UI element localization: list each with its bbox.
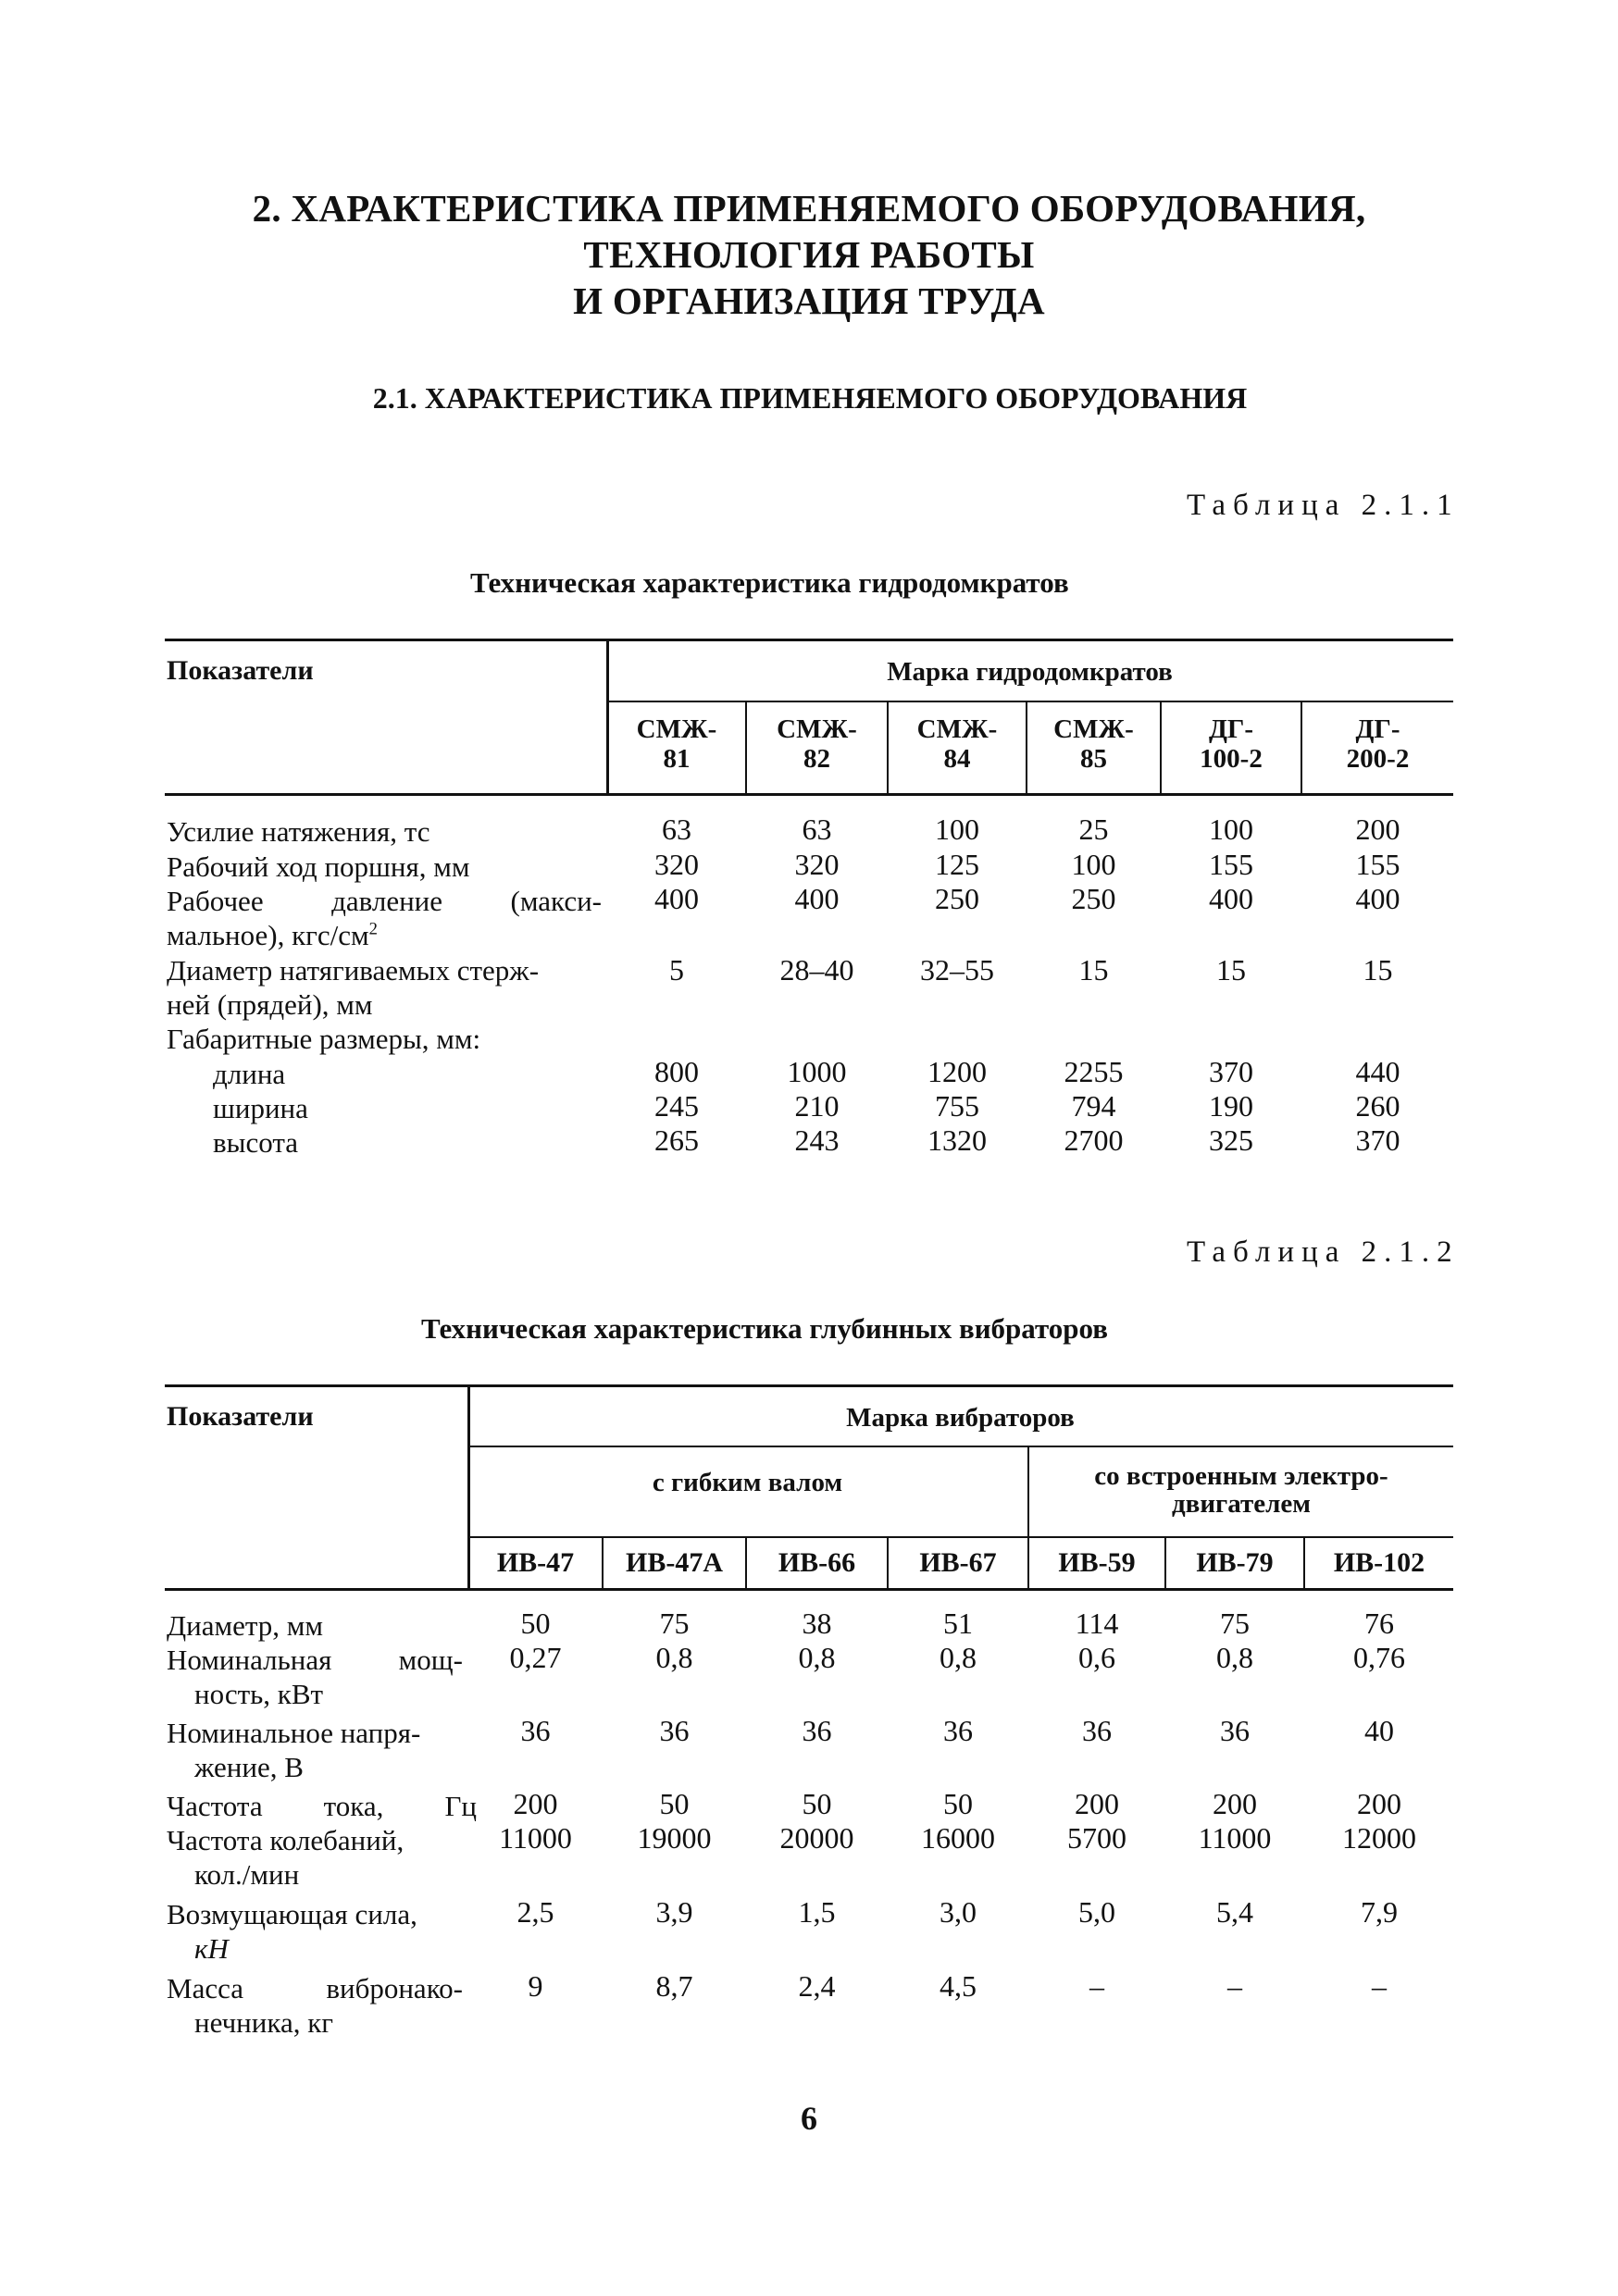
table2-cell: 20000	[779, 1821, 854, 1855]
table2-caption: Техническая характеристика глубинных вибраторов	[421, 1312, 1109, 1345]
table2-cell: 36	[1082, 1714, 1112, 1747]
table2-cell: 75	[659, 1607, 690, 1640]
table2-cell: 0,6	[1078, 1641, 1115, 1674]
table1-cell: 15	[1363, 953, 1393, 987]
table1-row-label-cont	[167, 918, 378, 952]
table2-cell: 7,9	[1361, 1895, 1398, 1929]
table1-row-label: Рабочее давление (макси-	[167, 885, 602, 917]
section-title-line-1: 2. ХАРАКТЕРИСТИКА ПРИМЕНЯЕМОГО ОБОРУДОВАНИЯ,	[252, 187, 1366, 230]
section-title-line-2: ТЕХНОЛОГИЯ РАБОТЫ	[583, 233, 1035, 276]
table2-row-label: Номинальное напря-	[167, 1717, 421, 1749]
table1-cell: 155	[1355, 848, 1400, 881]
table2-cell: 9	[528, 1969, 543, 2003]
table1-cell: 755	[935, 1089, 979, 1123]
table2-model-header: ИВ-47	[496, 1547, 575, 1578]
table1-model-header	[747, 714, 887, 774]
table2-col-indicators: Показатели	[167, 1401, 314, 1432]
table2-row-label: Частота тока, Гц	[167, 1790, 477, 1822]
table2-cell: 1,5	[798, 1895, 836, 1929]
table1-cell: 15	[1216, 953, 1246, 987]
table2-model-header: ИВ-79	[1196, 1547, 1274, 1578]
table2-cell: 5700	[1067, 1821, 1126, 1855]
table1-model-header	[889, 714, 1026, 774]
table2-cell: 5,4	[1216, 1895, 1253, 1929]
table2-cell: 12000	[1342, 1821, 1416, 1855]
table2-row-label: Частота колебаний,	[167, 1824, 404, 1856]
table2-cell: 0,8	[1216, 1641, 1253, 1674]
table2-cell: 50	[943, 1787, 973, 1820]
table1-cell: 100	[1071, 848, 1116, 881]
table2-cell: 8,7	[655, 1969, 693, 2003]
table2-row-label-cont: ность, кВт	[194, 1678, 324, 1710]
model-line-2: 85	[1080, 744, 1107, 774]
table2-header-bottom-rule	[165, 1588, 1453, 1591]
table1-model-header	[1027, 714, 1160, 774]
table1-cell: 250	[935, 882, 979, 915]
table1-cell: 400	[794, 882, 840, 915]
table1-col-indicators: Показатели	[167, 655, 314, 686]
table2-cell: 0,27	[509, 1641, 562, 1674]
model-line-2: 81	[663, 744, 691, 774]
table2-subgroup-flex: с гибким валом	[652, 1468, 843, 1497]
table2-row-label: Возмущающая сила,	[167, 1898, 417, 1930]
table2-group-header: Марка вибраторов	[846, 1403, 1075, 1433]
table1-row-label: Рабочий ход поршня, мм	[167, 850, 470, 883]
table2-cell: 11000	[1198, 1821, 1272, 1855]
table1-cell: 800	[654, 1055, 699, 1088]
table1-cell: 63	[662, 813, 691, 846]
table1-row-label: длина	[213, 1058, 286, 1090]
table1-cell: 400	[654, 882, 699, 915]
table2-cell: 36	[520, 1714, 551, 1747]
table1-cell: 125	[935, 848, 979, 881]
table1-cell: 245	[654, 1089, 699, 1123]
table2-cell: 114	[1075, 1607, 1119, 1640]
table2-row-label: Диаметр, мм	[167, 1609, 324, 1642]
table1-row-label: Усилие натяжения, тс	[167, 815, 430, 848]
table2-model-header: ИВ-47А	[626, 1547, 723, 1578]
table2-cell: 51	[943, 1607, 973, 1640]
table2-cell: 16000	[921, 1821, 995, 1855]
model-line-2: 100-2	[1200, 744, 1263, 774]
table2-cell: 0,8	[798, 1641, 836, 1674]
table2-cell: 19000	[637, 1821, 712, 1855]
table2-cell: 200	[1357, 1787, 1401, 1820]
model-line-1: СМЖ-	[1053, 714, 1134, 744]
table1-cell: 28–40	[779, 953, 854, 987]
table1-model-header	[1162, 714, 1301, 774]
table2-model-header: ИВ-66	[778, 1547, 856, 1578]
table1-cell: 250	[1071, 882, 1116, 915]
model-line-1: ДГ-	[1208, 714, 1254, 744]
table2-cell: 200	[1075, 1787, 1119, 1820]
table1-top-rule	[165, 639, 1453, 641]
table1-cell: 440	[1355, 1055, 1400, 1088]
table2-cell: 0,8	[940, 1641, 977, 1674]
table2-row-label-cont: кол./мин	[194, 1858, 300, 1891]
table2-label: Таблица 2.1.2	[1187, 1235, 1460, 1269]
table2-cell: 0,76	[1353, 1641, 1405, 1674]
table1-cell: 320	[654, 848, 699, 881]
table1-cell: 190	[1209, 1089, 1253, 1123]
table2-cell: 75	[1220, 1607, 1250, 1640]
table2-cell: 200	[1213, 1787, 1257, 1820]
table2-cell: 38	[802, 1607, 832, 1640]
table1-cell: 370	[1355, 1123, 1400, 1157]
table1-group-header: Марка гидродомкратов	[887, 657, 1173, 687]
table1-row-label: ширина	[213, 1092, 308, 1124]
model-line-1: СМЖ-	[636, 714, 717, 744]
table2-cell: 40	[1364, 1714, 1394, 1747]
table2-subgroup-builtin	[1029, 1462, 1453, 1518]
model-line-1: СМЖ-	[916, 714, 998, 744]
table2-cell: 3,9	[655, 1895, 693, 1929]
table2-row-label-cont: нечника, кг	[194, 2006, 333, 2039]
table1-group-rule	[606, 701, 1453, 702]
table2-cell: 50	[802, 1787, 832, 1820]
table2-cell: 36	[802, 1714, 832, 1747]
table1-cell: 63	[802, 813, 832, 846]
section-title-line-3: И ОРГАНИЗАЦИЯ ТРУДА	[573, 279, 1045, 322]
table1-cell: 200	[1355, 813, 1400, 846]
table1-row-label: высота	[213, 1126, 299, 1159]
table1-cell: 2700	[1064, 1123, 1124, 1157]
table1-label: Таблица 2.1.1	[1187, 489, 1460, 522]
table1-cell: 5	[669, 953, 684, 987]
table2-cell: 50	[659, 1787, 690, 1820]
table2-model-header: ИВ-102	[1333, 1547, 1425, 1578]
page-number: 6	[801, 2100, 817, 2137]
table1-cell: 370	[1209, 1055, 1253, 1088]
table2-cell: 5,0	[1078, 1895, 1115, 1929]
table1-cell: 15	[1078, 953, 1109, 987]
table1-cell: 1320	[927, 1123, 987, 1157]
subgroup-line-2: двигателем	[1172, 1489, 1311, 1519]
model-line-2: 200-2	[1346, 744, 1410, 774]
table2-cell: 200	[513, 1787, 558, 1820]
table2-cell: 36	[1220, 1714, 1250, 1747]
table1-cell: 325	[1209, 1123, 1253, 1157]
table2-row-label: Номинальная мощ-	[167, 1644, 463, 1676]
table1-row-label-cont: ней (прядей), мм	[167, 988, 373, 1021]
subgroup-line-1: со встроенным электро-	[1094, 1461, 1388, 1491]
model-line-1: ДГ-	[1355, 714, 1400, 744]
table2-cell: 2,5	[517, 1895, 554, 1929]
table1-cell: 1200	[927, 1055, 987, 1088]
table2-row-label-cont: жение, В	[194, 1751, 304, 1783]
table2-group-rule	[467, 1446, 1453, 1447]
model-line-1: СМЖ-	[777, 714, 857, 744]
model-line-2: 82	[803, 744, 830, 774]
table2-cell: 50	[520, 1607, 551, 1640]
model-line-2: 84	[943, 744, 971, 774]
table2-cell: 3,0	[940, 1895, 977, 1929]
superscript: 2	[368, 919, 378, 939]
table1-cell: 794	[1071, 1089, 1116, 1123]
table2-model-header: ИВ-59	[1058, 1547, 1136, 1578]
subsection-title: 2.1. ХАРАКТЕРИСТИКА ПРИМЕНЯЕМОГО ОБОРУДОВАНИЯ	[372, 381, 1248, 415]
table1-cell: 243	[794, 1123, 840, 1157]
table1-cell: 155	[1209, 848, 1253, 881]
table2-cell: 76	[1364, 1607, 1394, 1640]
table1-cell: 1000	[787, 1055, 847, 1088]
table2-cell: –	[1227, 1969, 1242, 2003]
table1-cell: 265	[654, 1123, 699, 1157]
table1-dims-header: Габаритные размеры, мм:	[167, 1023, 481, 1055]
table1-cell: 320	[794, 848, 840, 881]
table2-model-header: ИВ-67	[919, 1547, 997, 1578]
table1-cell: 100	[935, 813, 979, 846]
table1-caption: Техническая характеристика гидродомкратов	[470, 566, 1069, 599]
label-text: мальное), кгс/см	[167, 919, 369, 951]
table2-cell: 0,8	[655, 1641, 693, 1674]
table2-cell: 36	[659, 1714, 690, 1747]
table1-cell: 32–55	[920, 953, 994, 987]
table2-cell: –	[1089, 1969, 1104, 2003]
section-title	[0, 185, 1618, 324]
table1-model-header	[1302, 714, 1453, 774]
table1-cell: 2255	[1064, 1055, 1124, 1088]
table2-cell: –	[1372, 1969, 1387, 2003]
table2-cell: 36	[943, 1714, 973, 1747]
table1-cell: 400	[1209, 882, 1253, 915]
table2-cell: 2,4	[798, 1969, 836, 2003]
table2-row-label-cont: кН	[194, 1932, 229, 1965]
table2-top-rule	[165, 1384, 1453, 1387]
table1-row-label: Диаметр натягиваемых стерж-	[167, 954, 540, 987]
table2-cell: 11000	[499, 1821, 572, 1855]
table1-cell: 260	[1355, 1089, 1400, 1123]
table2-row-label: Масса вибронако-	[167, 1972, 463, 2004]
table1-cell: 100	[1209, 813, 1253, 846]
table1-cell: 210	[794, 1089, 840, 1123]
table1-header-bottom-rule	[165, 793, 1453, 796]
table2-subgroup-rule	[467, 1536, 1453, 1538]
table2-cell: 4,5	[940, 1969, 977, 2003]
table1-cell: 25	[1078, 813, 1109, 846]
table1-model-header	[608, 714, 745, 774]
table1-cell: 400	[1355, 882, 1400, 915]
